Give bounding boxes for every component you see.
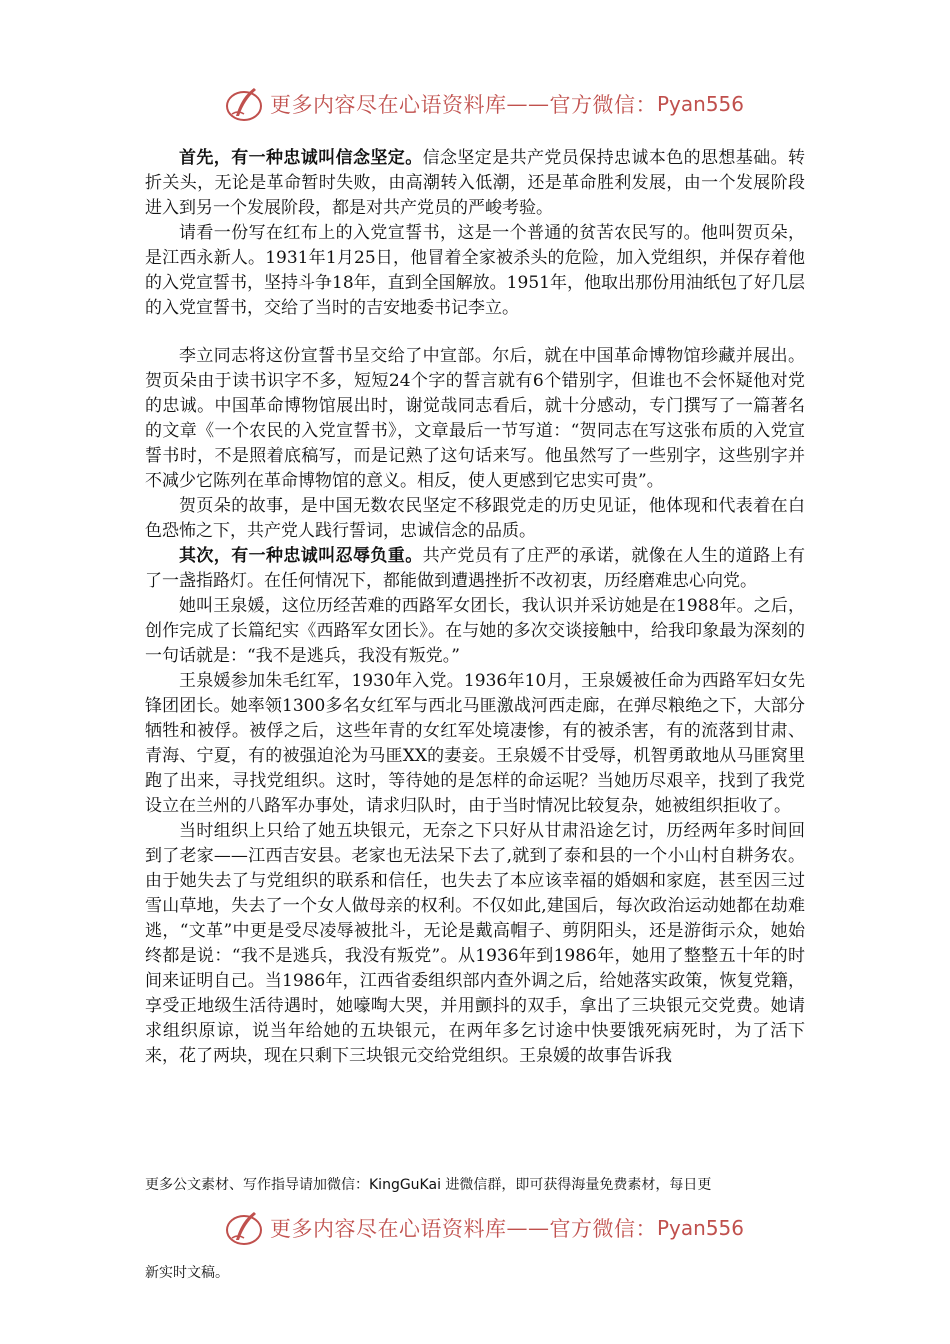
footer-tail: 新实时文稿。 <box>145 1265 229 1281</box>
banner-dash: —— <box>506 1216 550 1240</box>
banner-wechat-label: 官方微信： <box>549 1217 657 1241</box>
paragraph <box>145 494 805 544</box>
banner-text: 更多内容尽在心语资料库 <box>270 1217 507 1241</box>
quill-logo-icon <box>224 1208 266 1248</box>
paragraph <box>145 669 805 819</box>
paragraph-text: 她叫王泉媛，这位历经苦难的西路军女团长，我认识并采访她是在1988年。之后，创作完成了长篇纪实《西路军女团长》。在与她的多次交谈接触中，给我印象最为深刻的一句话就是：“我不是逃兵，我没有叛党。” <box>145 596 805 666</box>
paragraph-text: 李立同志将这份宣誓书呈交给了中宣部。尔后，就在中国革命博物馆珍藏并展出。贺页朵由于读书识字不多，短短24个字的誓言就有6个错别字，但谁也不会怀疑他对党的忠诚。中国革命博物馆展出时，谢觉哉同志看后，就十分感动，专门撰写了一篇著名的文章《一个农民的入党宣誓书》，文章最后一节写道：“贺同志在写这张布质的入党宣誓书时，不是照着底稿写，而是记熟了这句话来写。他虽然写了一些别字，这些别字并不减少它陈列在革命博物馆的意义。相反，使人更感到它忠实可贵”。 <box>145 346 805 491</box>
paragraph <box>145 344 805 494</box>
paragraph-text: 贺页朵的故事，是中国无数农民坚定不移跟党走的历史见证，他体现和代表着在白色恐怖之下，共产党人践行誓词，忠诚信念的品质。 <box>145 496 805 541</box>
paragraph <box>145 594 805 669</box>
banner-wechat-id: Pyan556 <box>657 1216 745 1240</box>
footer-banner <box>224 1208 744 1248</box>
paragraph-text: 王泉媛参加朱毛红军，1930年入党。1936年10月，王泉媛被任命为西路军妇女先锋团团长。她率领1300多名女红军与西北马匪激战河西走廊，在弹尽粮绝之下，大部分牺牲和被俘。被俘之后，这些年青的女红军处境凄惨，有的被杀害，有的流落到甘肃、青海、宁夏，有的被强迫沦为马匪XX的妻妾。王泉媛不甘受辱，机智勇敢地从马匪窝里跑了出来，寻找党组织。这时，等待她的是怎样的命运呢？当她历尽艰辛，找到了我党设立在兰州的八路军办事处，请求归队时，由于当时情况比较复杂，她被组织拒收了。 <box>145 671 805 816</box>
footer-note: 更多公文素材、写作指导请加微信：KingGuKai 进微信群，即可获得海量免费素材，每日更 <box>145 1177 712 1193</box>
paragraph-text: 请看一份写在红布上的入党宣誓书，这是一个普通的贫苦农民写的。他叫贺页朵，是江西永新人。1931年1月25日，他冒着全家被杀头的危险，加入党组织，并保存着他的入党宣誓书，坚持斗争18年，直到全国解放。1951年，他取出那份用油纸包了好几层的入党宣誓书，交给了当时的吉安地委书记李立。 <box>145 223 805 318</box>
paragraph-lead: 首先，有一种忠诚叫信念坚定。 <box>179 148 423 168</box>
paragraph-lead: 其次，有一种忠诚叫忍辱负重。 <box>179 546 423 566</box>
article-body <box>145 146 805 1069</box>
banner-dash: —— <box>506 92 550 116</box>
banner-wechat-id: Pyan556 <box>657 92 745 116</box>
paragraph <box>145 544 805 594</box>
quill-logo-icon <box>224 84 266 124</box>
paragraph <box>145 819 805 1069</box>
banner-wechat-label: 官方微信： <box>549 93 657 117</box>
paragraph <box>145 146 805 221</box>
paragraph-text: 共产党员有了庄严的承诺，就像在人生的道路上有了一盏指路灯。在任何情况下，都能做到遭遇挫折不改初衷，历经磨难忠心向党。 <box>145 546 806 591</box>
paragraph-text: 信念坚定是共产党员保持忠诚本色的思想基础。转折关头，无论是革命暂时失败，由高潮转入低潮，还是革命胜利发展，由一个发展阶段进入到另一个发展阶段，都是对共产党员的严峻考验。 <box>145 148 806 218</box>
header-banner <box>224 84 744 124</box>
paragraph <box>145 221 805 321</box>
banner-text: 更多内容尽在心语资料库 <box>270 93 507 117</box>
paragraph-text: 当时组织上只给了她五块银元，无奈之下只好从甘肃沿途乞讨，历经两年多时间回到了老家——江西吉安县。老家也无法呆下去了,就到了泰和县的一个小山村自耕务农。由于她失去了与党组织的联系和信任，也失去了本应该幸福的婚姻和家庭，甚至因三过雪山草地，失去了一个女人做母亲的权利。不仅如此,建国后，每次政治运动她都在劫难逃，“文革”中更是受尽凌辱被批斗，无论是戴高帽子、剪阴阳头，还是游街示众，她始终都是说：“我不是逃兵，我没有叛党”。从1936年到1986年，她用了整整五十年的时间来证明自己。当1986年，江西省委组织部内查外调之后，给她落实政策，恢复党籍，享受正地级生活待遇时，她嚎啕大哭，并用颤抖的双手，拿出了三块银元交党费。她请求组织原谅，说当年给她的五块银元，在两年多乞讨途中快要饿死病死时，为了活下来，花了两块，现在只剩下三块银元交给党组织。王泉媛的故事告诉我 <box>145 821 805 1066</box>
